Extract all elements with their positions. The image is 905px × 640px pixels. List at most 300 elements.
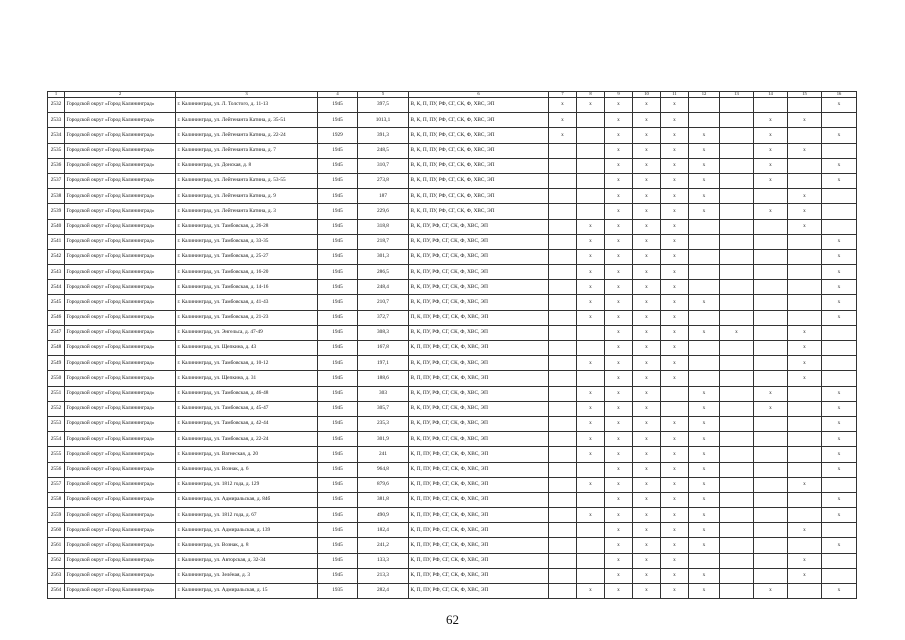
flag-cell xyxy=(720,265,754,280)
flag-cell xyxy=(720,371,754,386)
flag-cell xyxy=(689,249,720,264)
flag-cell xyxy=(720,432,754,447)
flag-cell: x xyxy=(661,553,689,568)
flag-cell xyxy=(577,553,605,568)
flag-cell xyxy=(689,280,720,295)
flag-cell: x xyxy=(754,173,788,188)
flag-cell: x xyxy=(822,492,857,507)
flag-cell: x xyxy=(633,219,661,234)
flag-cell xyxy=(577,341,605,356)
address-cell: г. Калининград, ул. Тамбовская, д. 14-16 xyxy=(176,280,318,295)
flag-cell: x xyxy=(754,113,788,128)
flag-cell xyxy=(788,584,822,599)
address-cell: г. Калининград, ул. Щепкина, д. 31 xyxy=(176,371,318,386)
flag-cell xyxy=(754,249,788,264)
flag-cell xyxy=(549,219,577,234)
flag-cell: x xyxy=(689,295,720,310)
flag-cell: x xyxy=(689,416,720,431)
flag-cell: x xyxy=(822,158,857,173)
flag-cell: x xyxy=(689,508,720,523)
table-row xyxy=(48,280,857,295)
flag-cell xyxy=(549,523,577,538)
year-cell: 1945 xyxy=(318,265,358,280)
table-row xyxy=(48,158,857,173)
flag-cell: x xyxy=(633,523,661,538)
flag-cell: x xyxy=(661,568,689,583)
address-cell: г. Калининград, ул. Тамбовская, д. 25-27 xyxy=(176,249,318,264)
flag-cell xyxy=(720,447,754,462)
address-cell: г. Калининград, ул. Донская, д. 8 xyxy=(176,158,318,173)
flag-cell: x xyxy=(822,310,857,325)
flag-cell: x xyxy=(633,508,661,523)
flag-cell: x xyxy=(633,356,661,371)
flag-cell: x xyxy=(689,143,720,158)
table-row xyxy=(48,98,857,113)
flag-cell xyxy=(754,310,788,325)
flag-cell: x xyxy=(822,280,857,295)
table-row xyxy=(48,568,857,583)
area-cell: 301,3 xyxy=(358,249,409,264)
flag-cell: x xyxy=(605,356,633,371)
flag-cell: x xyxy=(605,341,633,356)
flag-cell: x xyxy=(633,401,661,416)
address-cell: г. Калининград, ул. Зелёная, д. 3 xyxy=(176,568,318,583)
year-cell: 1945 xyxy=(318,113,358,128)
systems-cell: В, К, ПУ, РФ, СГ, СК, Ф, ХВС, ЭП xyxy=(409,432,549,447)
flag-cell xyxy=(822,523,857,538)
year-cell: 1945 xyxy=(318,553,358,568)
address-cell: г. Калининград, ул. Вагнеская, д. 20 xyxy=(176,447,318,462)
flag-cell xyxy=(549,173,577,188)
flag-cell: x xyxy=(754,128,788,143)
flag-cell: x xyxy=(689,523,720,538)
area-cell: 241,2 xyxy=(358,538,409,553)
flag-cell: x xyxy=(822,584,857,599)
flag-cell: x xyxy=(633,416,661,431)
systems-cell: К, П, ПУ, РФ, СГ, СК, Ф, ХВС, ЭП xyxy=(409,553,549,568)
area-cell: 301,9 xyxy=(358,432,409,447)
flag-cell xyxy=(720,416,754,431)
owner-cell: Городской округ «Город Калининград» xyxy=(65,158,176,173)
flag-cell xyxy=(549,432,577,447)
flag-cell xyxy=(720,143,754,158)
flag-cell: x xyxy=(633,234,661,249)
flag-cell xyxy=(720,386,754,401)
flag-cell: x xyxy=(605,189,633,204)
flag-cell: x xyxy=(633,538,661,553)
flag-cell: x xyxy=(577,508,605,523)
flag-cell xyxy=(689,310,720,325)
flag-cell xyxy=(754,432,788,447)
flag-cell xyxy=(577,173,605,188)
flag-cell xyxy=(720,538,754,553)
flag-cell: x xyxy=(605,295,633,310)
flag-cell: x xyxy=(661,113,689,128)
systems-cell: В, К, ПУ, РФ, СГ, СК, Ф, ХВС, ЭП xyxy=(409,280,549,295)
systems-cell: К, П, ПУ, РФ, СГ, СК, Ф, ХВС, ЭП xyxy=(409,523,549,538)
flag-cell: x xyxy=(633,584,661,599)
owner-cell: Городской округ «Город Калининград» xyxy=(65,386,176,401)
owner-cell: Городской округ «Город Калининград» xyxy=(65,538,176,553)
table-row xyxy=(48,295,857,310)
flag-cell: x xyxy=(661,189,689,204)
flag-cell xyxy=(720,356,754,371)
owner-cell: Городской округ «Город Калининград» xyxy=(65,234,176,249)
flag-cell xyxy=(720,113,754,128)
year-cell: 1945 xyxy=(318,568,358,583)
flag-cell xyxy=(788,158,822,173)
flag-cell: x xyxy=(822,462,857,477)
table-row xyxy=(48,416,857,431)
owner-cell: Городской округ «Город Калининград» xyxy=(65,295,176,310)
flag-cell xyxy=(549,447,577,462)
flag-cell: x xyxy=(605,234,633,249)
flag-cell: x xyxy=(689,173,720,188)
flag-cell: x xyxy=(661,341,689,356)
year-cell: 1945 xyxy=(318,173,358,188)
row-id: 2538 xyxy=(48,189,65,204)
flag-cell xyxy=(549,568,577,583)
flag-cell xyxy=(788,265,822,280)
table-row xyxy=(48,143,857,158)
table-row xyxy=(48,219,857,234)
flag-cell xyxy=(754,98,788,113)
flag-cell: x xyxy=(788,189,822,204)
flag-cell xyxy=(822,204,857,219)
systems-cell: К, П, ПУ, РФ, СГ, СК, Ф, ХВС, ЭП xyxy=(409,584,549,599)
owner-cell: Городской округ «Город Калининград» xyxy=(65,523,176,538)
area-cell: 133,3 xyxy=(358,553,409,568)
systems-cell: В, К, ПУ, РФ, СГ, СК, Ф, ХВС, ЭП xyxy=(409,219,549,234)
flag-cell: x xyxy=(788,568,822,583)
flag-cell: x xyxy=(788,204,822,219)
flag-cell: x xyxy=(605,265,633,280)
table-row xyxy=(48,325,857,340)
flag-cell: x xyxy=(661,325,689,340)
flag-cell xyxy=(689,265,720,280)
systems-cell: К, П, ПУ, РФ, СГ, СК, Ф, ХВС, ЭП xyxy=(409,568,549,583)
flag-cell: x xyxy=(605,219,633,234)
flag-cell: x xyxy=(605,158,633,173)
flag-cell: x xyxy=(633,265,661,280)
column-number: 8 xyxy=(577,92,605,98)
systems-cell: К, П, ПУ, РФ, СГ, СК, Ф, ХВС, ЭП xyxy=(409,477,549,492)
registry-table xyxy=(47,91,857,599)
flag-cell: x xyxy=(689,432,720,447)
flag-cell: x xyxy=(605,584,633,599)
flag-cell xyxy=(754,447,788,462)
area-cell: 241 xyxy=(358,447,409,462)
column-number: 5 xyxy=(358,92,409,98)
flag-cell xyxy=(549,265,577,280)
flag-cell: x xyxy=(633,189,661,204)
flag-cell: x xyxy=(605,173,633,188)
flag-cell xyxy=(577,492,605,507)
flag-cell xyxy=(822,356,857,371)
flag-cell: x xyxy=(788,477,822,492)
flag-cell xyxy=(549,341,577,356)
owner-cell: Городской округ «Город Калининград» xyxy=(65,447,176,462)
table-row xyxy=(48,265,857,280)
table-row xyxy=(48,249,857,264)
flag-cell: x xyxy=(605,462,633,477)
area-cell: 273,8 xyxy=(358,173,409,188)
flag-cell xyxy=(549,325,577,340)
row-id: 2544 xyxy=(48,280,65,295)
flag-cell xyxy=(577,568,605,583)
flag-cell xyxy=(549,249,577,264)
flag-cell xyxy=(788,310,822,325)
flag-cell: x xyxy=(788,325,822,340)
address-cell: г. Калининград, ул. Вознак, д. 8 xyxy=(176,538,318,553)
flag-cell: x xyxy=(661,143,689,158)
flag-cell: x xyxy=(577,310,605,325)
flag-cell: x xyxy=(661,538,689,553)
flag-cell xyxy=(549,143,577,158)
systems-cell: К, П, ПУ, РФ, СГ, СК, Ф, ХВС, ЭП xyxy=(409,508,549,523)
address-cell: г. Калининград, ул. Лейтенанта Катина, д. 35-51 xyxy=(176,113,318,128)
area-cell: 187 xyxy=(358,189,409,204)
owner-cell: Городской округ «Город Калининград» xyxy=(65,401,176,416)
row-id: 2539 xyxy=(48,204,65,219)
flag-cell xyxy=(577,204,605,219)
area-cell: 303 xyxy=(358,386,409,401)
flag-cell: x xyxy=(633,173,661,188)
column-number: 15 xyxy=(788,92,822,98)
flag-cell: x xyxy=(661,356,689,371)
row-id: 2560 xyxy=(48,523,65,538)
flag-cell: x xyxy=(577,295,605,310)
flag-cell xyxy=(720,568,754,583)
column-number: 10 xyxy=(633,92,661,98)
flag-cell: x xyxy=(754,143,788,158)
owner-cell: Городской округ «Город Калининград» xyxy=(65,280,176,295)
flag-cell xyxy=(549,204,577,219)
flag-cell: x xyxy=(788,219,822,234)
column-number: 3 xyxy=(176,92,318,98)
flag-cell xyxy=(720,462,754,477)
flag-cell xyxy=(689,356,720,371)
flag-cell xyxy=(577,325,605,340)
flag-cell xyxy=(720,158,754,173)
area-cell: 229,6 xyxy=(358,204,409,219)
flag-cell: x xyxy=(661,523,689,538)
table-row xyxy=(48,310,857,325)
flag-cell: x xyxy=(633,295,661,310)
table-row xyxy=(48,204,857,219)
table-row xyxy=(48,477,857,492)
flag-cell: x xyxy=(689,462,720,477)
flag-cell xyxy=(754,265,788,280)
flag-cell: x xyxy=(689,158,720,173)
flag-cell: x xyxy=(661,508,689,523)
flag-cell xyxy=(754,416,788,431)
flag-cell: x xyxy=(788,113,822,128)
owner-cell: Городской округ «Город Калининград» xyxy=(65,128,176,143)
flag-cell: x xyxy=(577,219,605,234)
owner-cell: Городской округ «Город Калининград» xyxy=(65,249,176,264)
flag-cell xyxy=(720,219,754,234)
flag-cell: x xyxy=(633,462,661,477)
owner-cell: Городской округ «Город Калининград» xyxy=(65,143,176,158)
flag-cell xyxy=(754,325,788,340)
address-cell: г. Калининград, ул. Тамбовская, д. 45-47 xyxy=(176,401,318,416)
area-cell: 188,6 xyxy=(358,371,409,386)
flag-cell: x xyxy=(689,492,720,507)
column-number: 11 xyxy=(661,92,689,98)
flag-cell xyxy=(549,356,577,371)
row-id: 2536 xyxy=(48,158,65,173)
flag-cell xyxy=(720,249,754,264)
page-number: 62 xyxy=(446,612,459,627)
row-id: 2551 xyxy=(48,386,65,401)
year-cell: 1945 xyxy=(318,158,358,173)
flag-cell: x xyxy=(754,204,788,219)
flag-cell: x xyxy=(788,523,822,538)
table-row xyxy=(48,113,857,128)
row-id: 2549 xyxy=(48,356,65,371)
flag-cell: x xyxy=(605,371,633,386)
flag-cell xyxy=(549,310,577,325)
flag-cell xyxy=(549,508,577,523)
table-row xyxy=(48,462,857,477)
table-row xyxy=(48,401,857,416)
flag-cell xyxy=(661,401,689,416)
flag-cell: x xyxy=(605,568,633,583)
systems-cell: В, К, П, ПУ, РФ, СГ, СК, Ф, ХВС, ЭП xyxy=(409,98,549,113)
flag-cell: x xyxy=(577,280,605,295)
flag-cell xyxy=(822,143,857,158)
flag-cell xyxy=(754,568,788,583)
flag-cell xyxy=(754,538,788,553)
owner-cell: Городской округ «Город Калининград» xyxy=(65,584,176,599)
flag-cell: x xyxy=(822,416,857,431)
flag-cell xyxy=(788,295,822,310)
systems-cell: П, К, ПУ, РФ, СГ, СК, Ф, ХВС, ЭП xyxy=(409,310,549,325)
flag-cell xyxy=(788,432,822,447)
flag-cell: x xyxy=(605,204,633,219)
table-row xyxy=(48,553,857,568)
year-cell: 1945 xyxy=(318,98,358,113)
year-cell: 1945 xyxy=(318,189,358,204)
owner-cell: Городской округ «Город Калининград» xyxy=(65,173,176,188)
flag-cell: x xyxy=(788,356,822,371)
address-cell: г. Калининград, ул. Лейтенанта Катина, д. 22-24 xyxy=(176,128,318,143)
address-cell: г. Калининград, ул. Тамбовская, д. 33-35 xyxy=(176,234,318,249)
flag-cell: x xyxy=(605,280,633,295)
flag-cell xyxy=(822,568,857,583)
flag-cell xyxy=(822,553,857,568)
flag-cell xyxy=(788,249,822,264)
owner-cell: Городской округ «Город Калининград» xyxy=(65,416,176,431)
flag-cell: x xyxy=(577,386,605,401)
systems-cell: К, П, ПУ, РФ, СГ, СК, Ф, ХВС, ЭП xyxy=(409,341,549,356)
column-number: 14 xyxy=(754,92,788,98)
flag-cell: x xyxy=(633,204,661,219)
area-cell: 182,4 xyxy=(358,523,409,538)
flag-cell: x xyxy=(605,386,633,401)
flag-cell xyxy=(754,356,788,371)
area-cell: 879,6 xyxy=(358,477,409,492)
systems-cell: В, К, ПУ, РФ, СГ, СК, Ф, ХВС, ЭП xyxy=(409,249,549,264)
flag-cell: x xyxy=(605,523,633,538)
year-cell: 1945 xyxy=(318,401,358,416)
table-row xyxy=(48,584,857,599)
flag-cell xyxy=(720,234,754,249)
flag-cell xyxy=(689,113,720,128)
systems-cell: В, К, ПУ, РФ, СГ, СК, Ф, ХВС, ЭП xyxy=(409,234,549,249)
flag-cell xyxy=(788,173,822,188)
flag-cell: x xyxy=(689,189,720,204)
flag-cell xyxy=(549,538,577,553)
flag-cell: x xyxy=(822,98,857,113)
owner-cell: Городской округ «Город Калининград» xyxy=(65,310,176,325)
flag-cell: x xyxy=(661,310,689,325)
column-number: 13 xyxy=(720,92,754,98)
flag-cell: x xyxy=(633,128,661,143)
area-cell: 397,5 xyxy=(358,98,409,113)
flag-cell: x xyxy=(577,98,605,113)
row-id: 2564 xyxy=(48,584,65,599)
flag-cell xyxy=(754,219,788,234)
flag-cell xyxy=(549,401,577,416)
flag-cell xyxy=(822,341,857,356)
systems-cell: В, К, П, ПУ, РФ, СГ, СК, Ф, ХВС, ЭП xyxy=(409,158,549,173)
flag-cell xyxy=(720,204,754,219)
year-cell: 1929 xyxy=(318,128,358,143)
flag-cell xyxy=(754,280,788,295)
address-cell: г. Калининград, ул. Тамбовская, д. 42-44 xyxy=(176,416,318,431)
systems-cell: В, К, ПУ, РФ, СГ, СК, Ф, ХВС, ЭП xyxy=(409,265,549,280)
area-cell: 210,7 xyxy=(358,295,409,310)
flag-cell: x xyxy=(788,341,822,356)
area-cell: 310,7 xyxy=(358,158,409,173)
flag-cell: x xyxy=(605,508,633,523)
systems-cell: В, К, ПУ, РФ, СГ, СК, Ф, ХВС, ЭП xyxy=(409,401,549,416)
flag-cell xyxy=(788,508,822,523)
year-cell: 1945 xyxy=(318,341,358,356)
flag-cell: x xyxy=(605,553,633,568)
flag-cell xyxy=(549,280,577,295)
flag-cell xyxy=(788,386,822,401)
flag-cell: x xyxy=(689,386,720,401)
owner-cell: Городской округ «Город Калининград» xyxy=(65,492,176,507)
address-cell: г. Калининград, ул. Энгельса, д. 47-49 xyxy=(176,325,318,340)
year-cell: 1945 xyxy=(318,508,358,523)
row-id: 2547 xyxy=(48,325,65,340)
owner-cell: Городской округ «Город Калининград» xyxy=(65,98,176,113)
flag-cell: x xyxy=(605,113,633,128)
table-row xyxy=(48,508,857,523)
area-cell: 381,8 xyxy=(358,492,409,507)
flag-cell: x xyxy=(577,447,605,462)
flag-cell: x xyxy=(689,477,720,492)
flag-cell: x xyxy=(822,265,857,280)
table-row xyxy=(48,432,857,447)
area-cell: 282,4 xyxy=(358,584,409,599)
flag-cell: x xyxy=(577,584,605,599)
flag-cell xyxy=(788,98,822,113)
year-cell: 1945 xyxy=(318,492,358,507)
row-id: 2554 xyxy=(48,432,65,447)
owner-cell: Городской округ «Город Калининград» xyxy=(65,265,176,280)
row-id: 2553 xyxy=(48,416,65,431)
owner-cell: Городской округ «Город Калининград» xyxy=(65,219,176,234)
flag-cell xyxy=(754,295,788,310)
flag-cell: x xyxy=(633,158,661,173)
flag-cell: x xyxy=(822,538,857,553)
flag-cell: x xyxy=(661,173,689,188)
